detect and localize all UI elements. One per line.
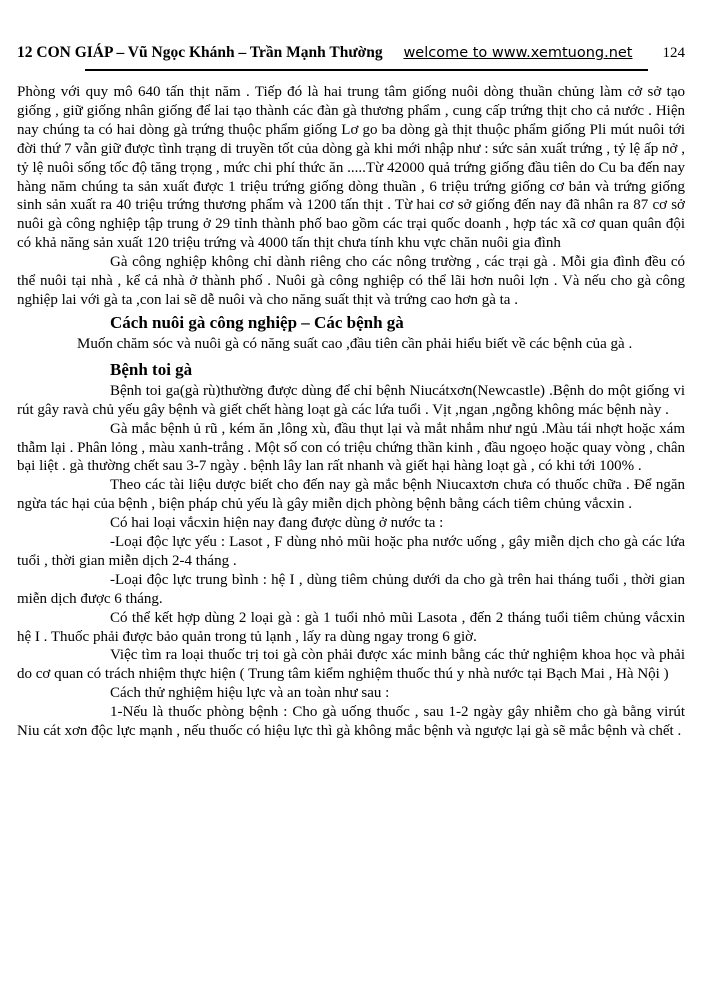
paragraph-vaccine-types-intro: Có hai loại vắcxin hiện nay đang được dùng ở nước ta :	[110, 515, 444, 532]
website-link[interactable]: welcome to www.xemtuong.net	[403, 45, 633, 61]
paragraph-newcastle-definition: Bệnh toi ga(gà rù)thường được dùng để chỉ bệnh Niucátxơn(Newcastle) .Bệnh do một giống vi rút gây ravà chủ yếu gây bệnh và giết chết hàng loạt gà các lứa tuổi . Vịt ,ngan ,ngỗng không mác bệnh này .	[17, 382, 685, 418]
page-header	[17, 44, 685, 62]
paragraph-weak-vaccine: -Loại độc lực yếu : Lasot , F dùng nhỏ mũi hoặc pha nước uống , gây miễn dịch cho gà các lứa tuổi , thời gian miễn dịch 2-4 tháng .	[17, 534, 685, 569]
book-title: 12 CON GIÁP – Vũ Ngọc Khánh – Trần Mạnh Thường	[17, 44, 383, 61]
paragraph-drug-verification: Việc tìm ra loại thuốc trị toi gà còn phải được xác minh bằng các thử nghiệm khoa học và phải do cơ quan có trách nhiệm thực hiện ( Trung tâm kiểm nghiệm thuốc thú y nhà nước tại Bạch Mai , Hà Nội )	[17, 647, 685, 683]
page-content	[17, 83, 685, 741]
paragraph-care-note: Muốn chăm sóc và nuôi gà có năng suất cao ,đầu tiên cần phải hiểu biết về các bệnh của gà .	[77, 335, 633, 352]
paragraph-combined-vaccine: Có thể kết hợp dùng 2 loại gà : gà 1 tuổi nhỏ mũi Lasota , đến 2 tháng tuổi tiêm chủng vắcxin hệ I . Thuốc phải được bảo quản trong tủ lạnh , lấy ra dùng ngay trong 6 giờ.	[17, 609, 685, 645]
paragraph-symptoms: Gà mắc bệnh ủ rũ , kém ăn ,lông xù, đầu thụt lại và mắt nhắm như ngủ .Màu tái nhợt hoặc xám thẫm lại . Phân lỏng , màu xanh-trắng . Một số con có triệu chứng thần kinh , đầu ngoẹo hoặc quay vòng , chân bại liệt . gà thường chết sau 3-7 ngày . bệnh lây lan rất nhanh và giết hại hàng loạt gà , có khi tới 100% .	[17, 420, 685, 475]
paragraph-prevention-test: 1-Nếu là thuốc phòng bệnh : Cho gà uống thuốc , sau 1-2 ngày gây nhiễm cho gà bằng virút Niu cát xơn độc lực mạnh , nếu thuốc có hiệu lực thì gà không mắc bệnh và ngược lại gà sẽ mắc bệnh và chết .	[17, 704, 685, 740]
paragraph-intro: Phòng với quy mô 640 tấn thịt năm . Tiếp đó là hai trung tâm giống nuôi dòng thuần chủng làm cở sở tạo giống , giữ giống nhân giống để lai tạo thành các đàn gà thương phẩm , cung cấp trứng thịt cho cả nước . Hiện nay chúng ta có hai dòng gà trứng thuộc phẩm giống Lơ go ba dòng gà thịt thuộc phẩm giống Pli mút nuôi tới đời thứ 7 vẫn giữ được tình trạng di truyền tốt của dòng gà khi mới nhập như : sức sản xuất trứng , tỷ lệ ấp nở , tỷ lệ nuôi sống tốc độ tăng trọng , mức chi phí thức ăn .....Từ 42000 quả trứng giống đầu tiên do Cu ba đến nay hàng năm chúng ta sản xuất được 1 triệu trứng giống dòng thuần , 6 triệu trứng giống cơ bản và trứng giống sinh sản xuất ra 40 triệu trứng thương phẩm và 1200 tấn thịt . Từ hai cơ sở giống đến nay đã nhân ra 87 cơ sở nuôi gà công nghiệp tập trung ở 29 tỉnh thành phố bao gồm các trại quốc doanh , hợp tác xã cơ quan quân đội có khả năng sản xuất 120 triệu trứng và 4000 tấn thịt chưa tính khu vực chăn nuôi gia đình	[17, 84, 685, 252]
header-divider	[85, 69, 648, 71]
section-heading-raising-methods: Cách nuôi gà công nghiệp – Các bệnh gà	[110, 312, 404, 332]
page-number: 124	[662, 45, 685, 61]
paragraph-no-cure: Theo các tài liệu dược biết cho đến nay gà mắc bệnh Niucaxtơn chưa có thuốc chữa . Để ngăn ngừa tác hại của bệnh , biện pháp chủ yếu là gây miễn dịch phòng bệnh bằng cách tiêm chủng vắcxin .	[17, 477, 685, 513]
section-heading-toi-ga-disease: Bệnh toi gà	[110, 359, 193, 379]
paragraph-medium-vaccine: -Loại độc lực trung bình : hệ I , dùng tiêm chủng dưới da cho gà trên hai tháng tuổi , thời gian miễn dịch được 6 tháng.	[17, 571, 685, 607]
paragraph-industrial-chicken: Gà công nghiệp không chỉ dành riêng cho các nông trường , các trại gà . Mỗi gia đình đều có thể nuôi tại nhà , kể cả nhà ở thành phố . Nuôi gà công nghiệp có thể lãi hơn nuôi lợn . Và nếu cho gà công nghiệp lai với gà ta ,con lai sẽ dễ nuôi và cho năng suất thịt và trứng cao hơn gà ta .	[17, 254, 685, 308]
paragraph-test-method-intro: Cách thử nghiệm hiệu lực và an toàn như sau :	[110, 685, 390, 702]
